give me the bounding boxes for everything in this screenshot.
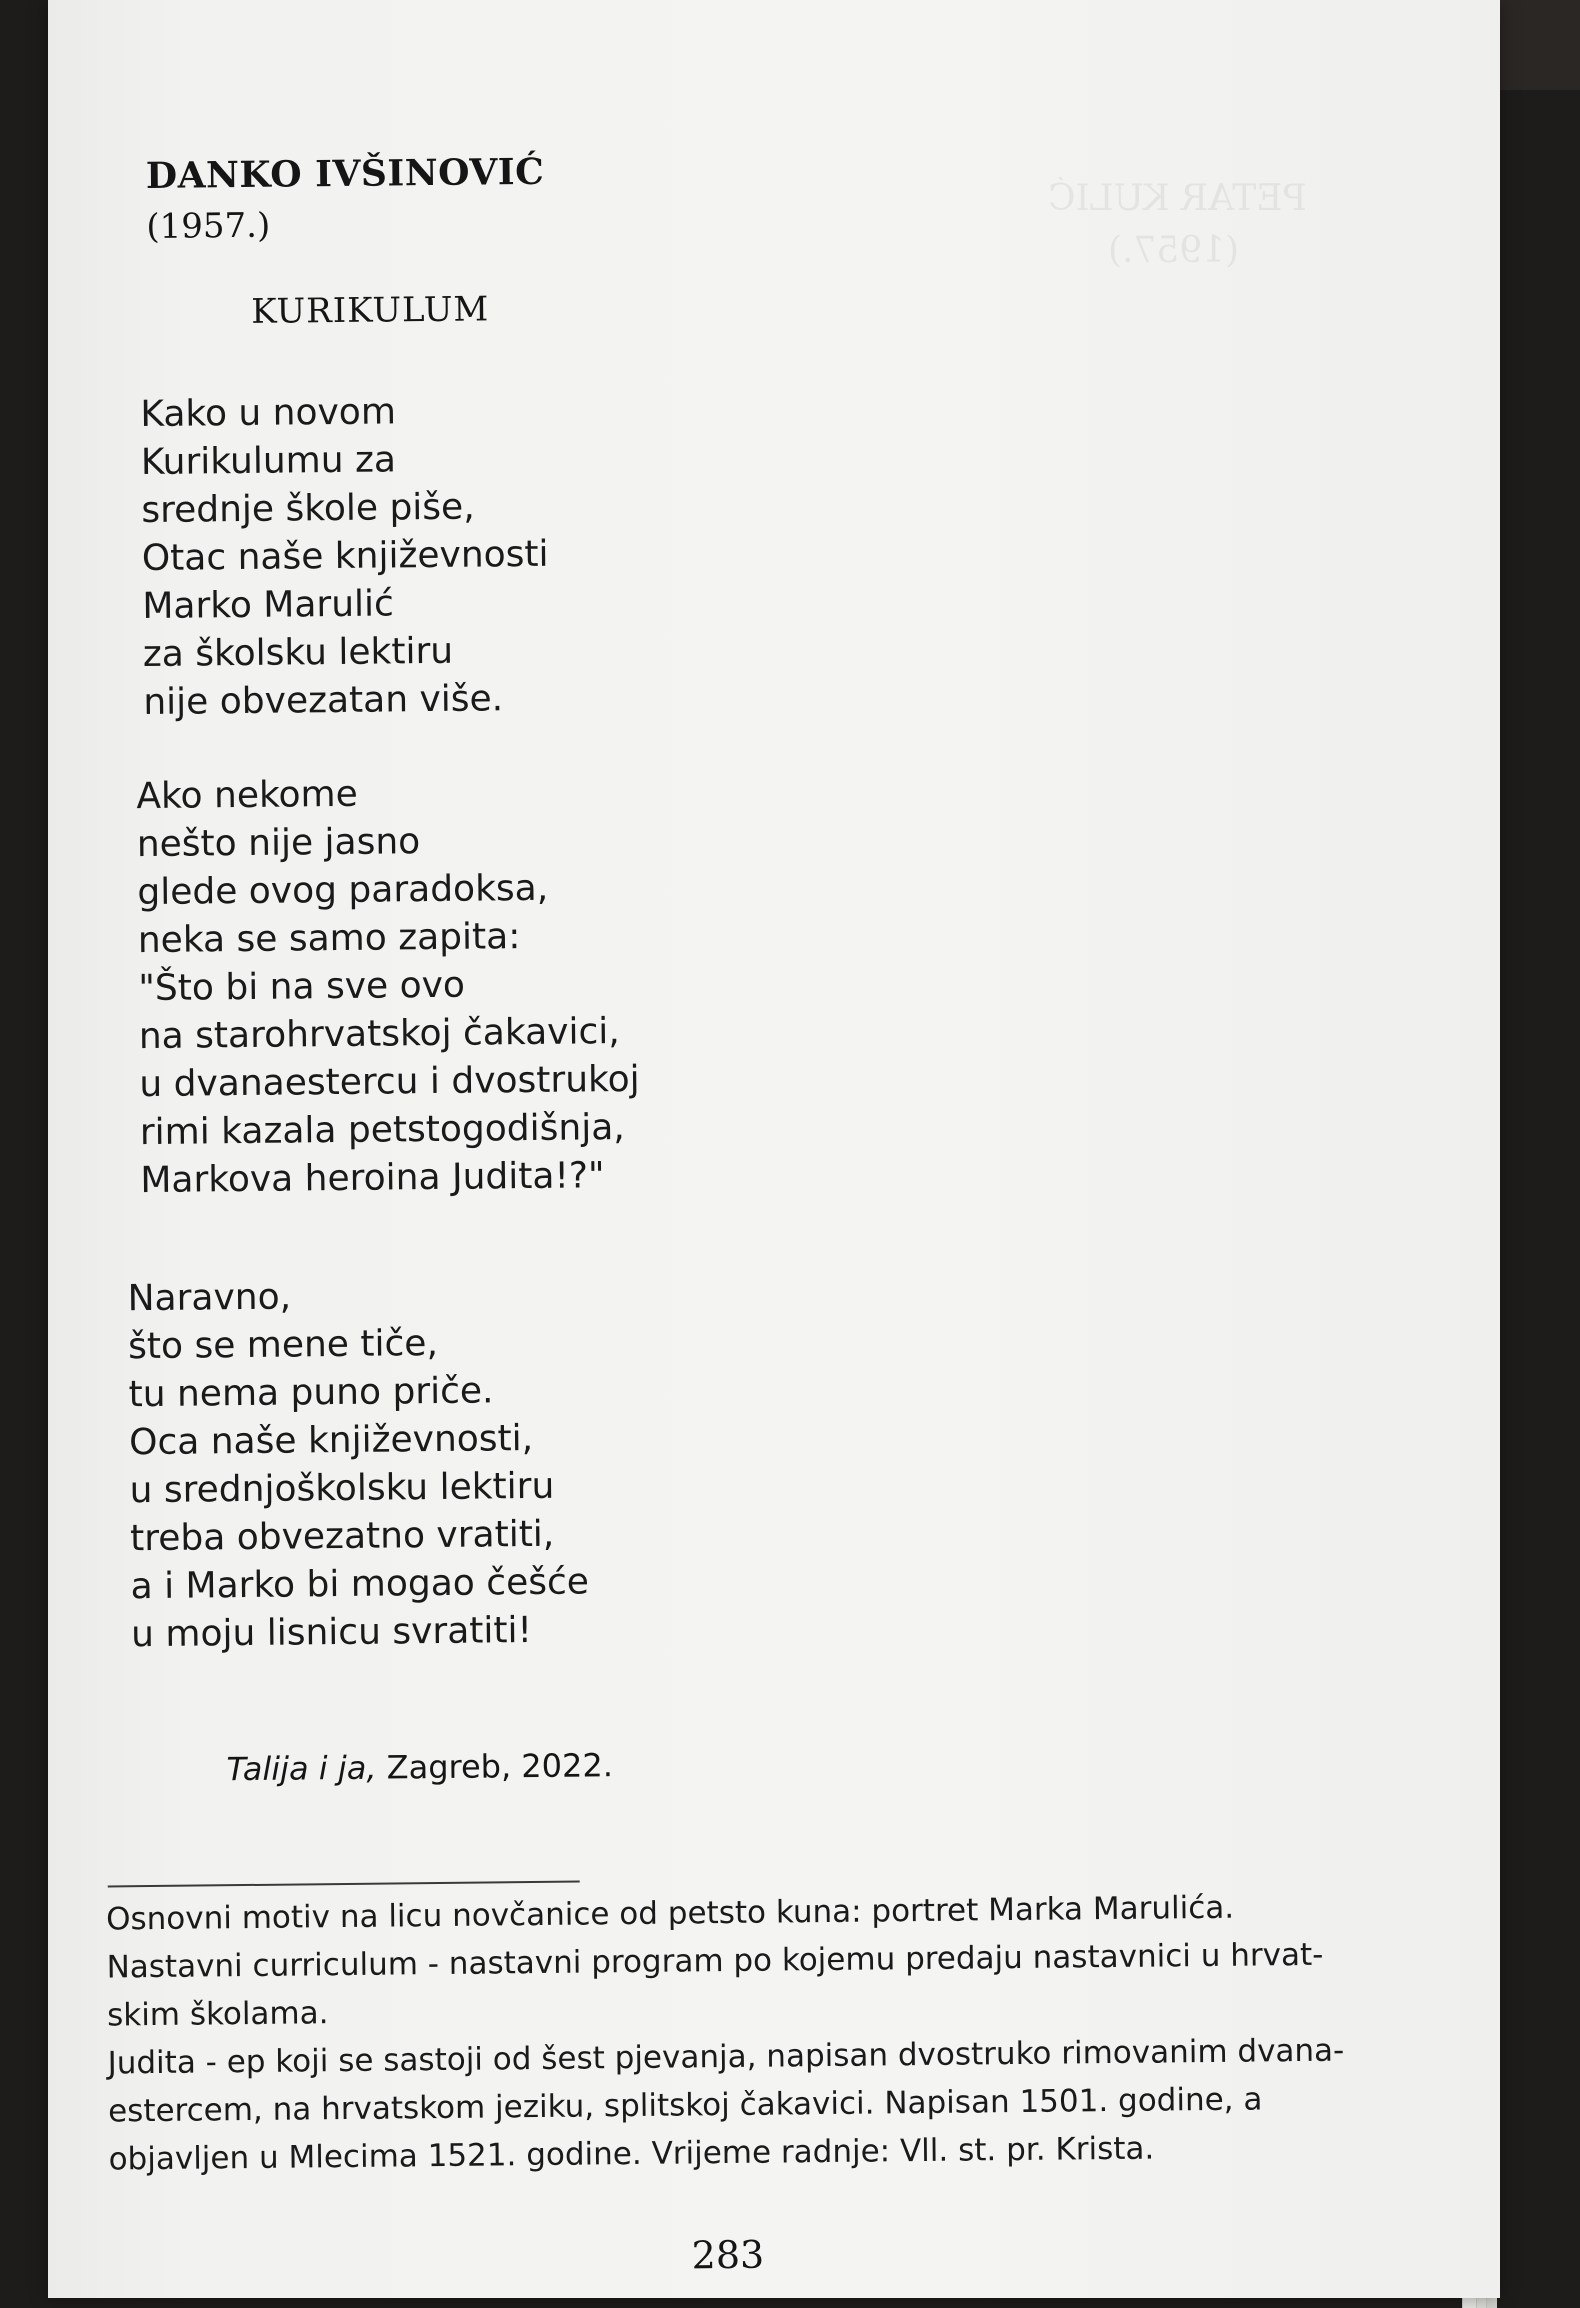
stanza-1 — [140, 387, 550, 727]
poem-title: KURIKULUM — [251, 289, 490, 332]
verse-line: Marko Marulić — [142, 583, 395, 628]
footnote-line: Nastavni curriculum - nastavni program po kojemu predaju nastavnici u hrvat- — [106, 1936, 1324, 1986]
footnote-line: skim školama. — [106, 1995, 329, 2034]
footnote-line: Osnovni motiv na licu novčanice od petsto kuna: portret Marka Marulića. — [105, 1889, 1235, 1938]
verse-line: u srednjoškolsku lektiru — [129, 1465, 555, 1512]
footnote-line: estercem, na hrvatskom jeziku, splitskoj čakavici. Napisan 1501. godine, a — [107, 2081, 1263, 2130]
verse-line: glede ovog paradoksa, — [137, 867, 549, 914]
verse-line: Otac naše književnosti — [141, 533, 549, 580]
verse-line: Kurikulumu za — [140, 439, 397, 484]
verse-line: u dvanaestercu i dvostrukoj — [139, 1058, 640, 1106]
source-place-year: Zagreb, 2022. — [376, 1746, 614, 1787]
verse-line: srednje škole piše, — [141, 486, 475, 532]
show-through-text: (1957.) — [1108, 230, 1240, 271]
stanza-3 — [127, 1270, 589, 1659]
verse-line: a i Marko bi mogao češće — [130, 1561, 590, 1608]
footnotes — [106, 1882, 1409, 2184]
verse-line: treba obvezatno vratiti, — [129, 1513, 555, 1560]
footnote-line: Judita - ep koji se sastoji od šest pjevanja, napisan dvostruko rimovanim dvana- — [107, 2032, 1345, 2082]
verse-line: neka se samo zapita: — [137, 916, 521, 962]
verse-line: tu nema puno priče. — [128, 1370, 494, 1416]
verse-line: Ako nekome — [136, 773, 358, 818]
book-page — [48, 0, 1500, 2298]
verse-line: na starohrvatskoj čakavici, — [138, 1011, 620, 1058]
footnote-line: objavljen u Mlecima 1521. godine. Vrijeme radnje: Vll. st. pr. Krista. — [108, 2130, 1155, 2178]
verse-line: rimi kazala petstogodišnja, — [139, 1107, 625, 1154]
verse-line: Markova heroina Judita!?" — [140, 1155, 605, 1202]
source-title: Talija i ja, — [226, 1748, 377, 1789]
poem-author: DANKO IVŠINOVIĆ — [145, 150, 545, 197]
verse-line: u moju lisnicu svratiti! — [130, 1610, 533, 1656]
verse-line: Naravno, — [127, 1276, 292, 1320]
poem-source — [226, 1746, 613, 1788]
page-number: 283 — [691, 2232, 765, 2278]
stanza-2 — [136, 768, 641, 1205]
verse-line: Kako u novom — [140, 391, 397, 436]
verse-line: Oca naše književnosti, — [128, 1417, 534, 1464]
verse-line: što se mene tiče, — [127, 1322, 439, 1368]
show-through-text: PETAR KULIĆ — [1048, 178, 1307, 219]
verse-line: za školsku lektiru — [142, 630, 454, 676]
verse-line: nije obvezatan više. — [143, 678, 504, 724]
verse-line: "Što bi na sve ovo — [138, 964, 466, 1010]
footnote-divider — [108, 1881, 580, 1888]
author-years: (1957.) — [146, 205, 271, 247]
verse-line: nešto nije jasno — [136, 821, 421, 866]
